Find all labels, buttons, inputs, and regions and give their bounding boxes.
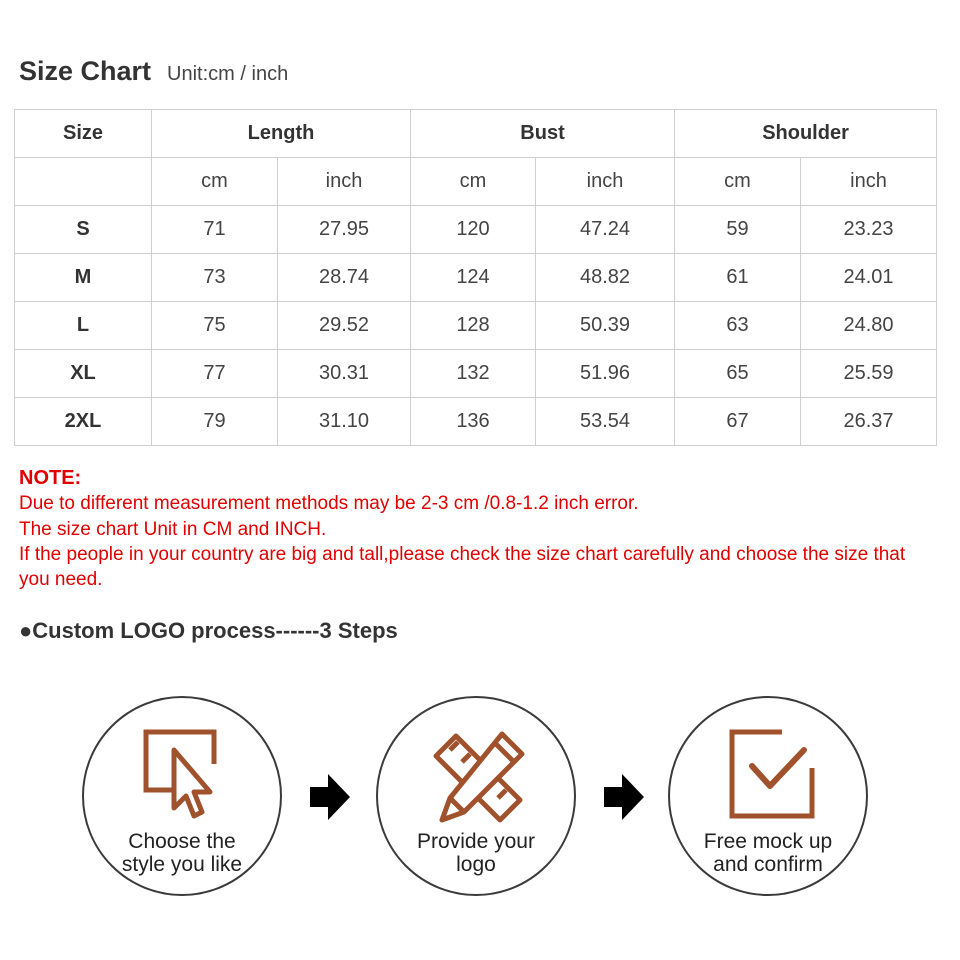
- cursor-icon: [134, 728, 234, 823]
- logo-process-title: ●Custom LOGO process------3 Steps: [19, 618, 398, 643]
- table-row: [15, 398, 937, 446]
- subheader-empty: [15, 158, 152, 206]
- table-cell: 136: [411, 398, 536, 446]
- arrow-right-icon: [308, 772, 352, 822]
- table-cell: 53.54: [536, 398, 675, 446]
- header-shoulder: Shoulder: [675, 110, 937, 158]
- table-row: [15, 254, 937, 302]
- table-row: [15, 206, 937, 254]
- table-cell: 30.31: [278, 350, 411, 398]
- pencil-ruler-icon: [428, 728, 528, 823]
- step-1: [82, 696, 282, 896]
- subheader-unit: inch: [278, 158, 411, 206]
- table-cell: 120: [411, 206, 536, 254]
- step-label: [670, 830, 866, 876]
- size-cell: XL: [15, 350, 152, 398]
- subheader-unit: cm: [152, 158, 278, 206]
- size-cell: M: [15, 254, 152, 302]
- table-cell: 27.95: [278, 206, 411, 254]
- logo-process-steps: [0, 690, 960, 910]
- table-cell: 50.39: [536, 302, 675, 350]
- subheader-unit: cm: [675, 158, 801, 206]
- note-title: NOTE:: [19, 467, 82, 489]
- subheader-unit: inch: [536, 158, 675, 206]
- table-cell: 51.96: [536, 350, 675, 398]
- step-label-line: Provide your: [417, 830, 535, 853]
- size-cell: S: [15, 206, 152, 254]
- size-table: [14, 109, 937, 446]
- table-cell: 77: [152, 350, 278, 398]
- size-chart-title: Size Chart: [19, 56, 152, 86]
- table-cell: 71: [152, 206, 278, 254]
- step-label-line: logo: [456, 853, 496, 876]
- header-length: Length: [152, 110, 411, 158]
- step-label-line: style you like: [121, 853, 243, 876]
- table-cell: 24.80: [801, 302, 937, 350]
- note-line: Due to different measurement methods may be 2-3 cm /0.8-1.2 inch error.: [19, 493, 639, 515]
- table-cell: 65: [675, 350, 801, 398]
- size-cell: 2XL: [15, 398, 152, 446]
- size-cell: L: [15, 302, 152, 350]
- size-chart-header: [19, 56, 288, 87]
- table-cell: 28.74: [278, 254, 411, 302]
- table-row: [15, 302, 937, 350]
- table-cell: 24.01: [801, 254, 937, 302]
- step-label: [84, 830, 280, 876]
- table-cell: 75: [152, 302, 278, 350]
- table-cell: 67: [675, 398, 801, 446]
- step-label-line: Free mock up: [703, 830, 833, 853]
- table-cell: 73: [152, 254, 278, 302]
- checkbox-icon: [720, 728, 820, 823]
- table-cell: 47.24: [536, 206, 675, 254]
- note-line: If the people in your country are big and tall,please check the size chart carefully and choose the size that you need.: [19, 543, 906, 591]
- table-cell: 79: [152, 398, 278, 446]
- table-cell: 132: [411, 350, 536, 398]
- header-size: Size: [15, 110, 152, 158]
- note-block: [19, 466, 939, 592]
- table-cell: 26.37: [801, 398, 937, 446]
- header-bust: Bust: [411, 110, 675, 158]
- subheader-unit: inch: [801, 158, 937, 206]
- table-cell: 128: [411, 302, 536, 350]
- note-line: The size chart Unit in CM and INCH.: [19, 518, 327, 540]
- table-cell: 48.82: [536, 254, 675, 302]
- table-cell: 61: [675, 254, 801, 302]
- table-cell: 63: [675, 302, 801, 350]
- table-cell: 29.52: [278, 302, 411, 350]
- unit-label: Unit:cm / inch: [167, 63, 289, 85]
- table-cell: 124: [411, 254, 536, 302]
- step-label: [378, 830, 574, 876]
- step-label-line: and confirm: [713, 853, 823, 876]
- subheader-unit: cm: [411, 158, 536, 206]
- table-cell: 31.10: [278, 398, 411, 446]
- table-subheader-row: [15, 158, 937, 206]
- table-header-row: [15, 110, 937, 158]
- table-cell: 59: [675, 206, 801, 254]
- arrow-right-icon: [602, 772, 646, 822]
- table-cell: 23.23: [801, 206, 937, 254]
- table-row: [15, 350, 937, 398]
- step-2: [376, 696, 576, 896]
- step-label-line: Choose the: [128, 830, 236, 853]
- table-cell: 25.59: [801, 350, 937, 398]
- step-3: [668, 696, 868, 896]
